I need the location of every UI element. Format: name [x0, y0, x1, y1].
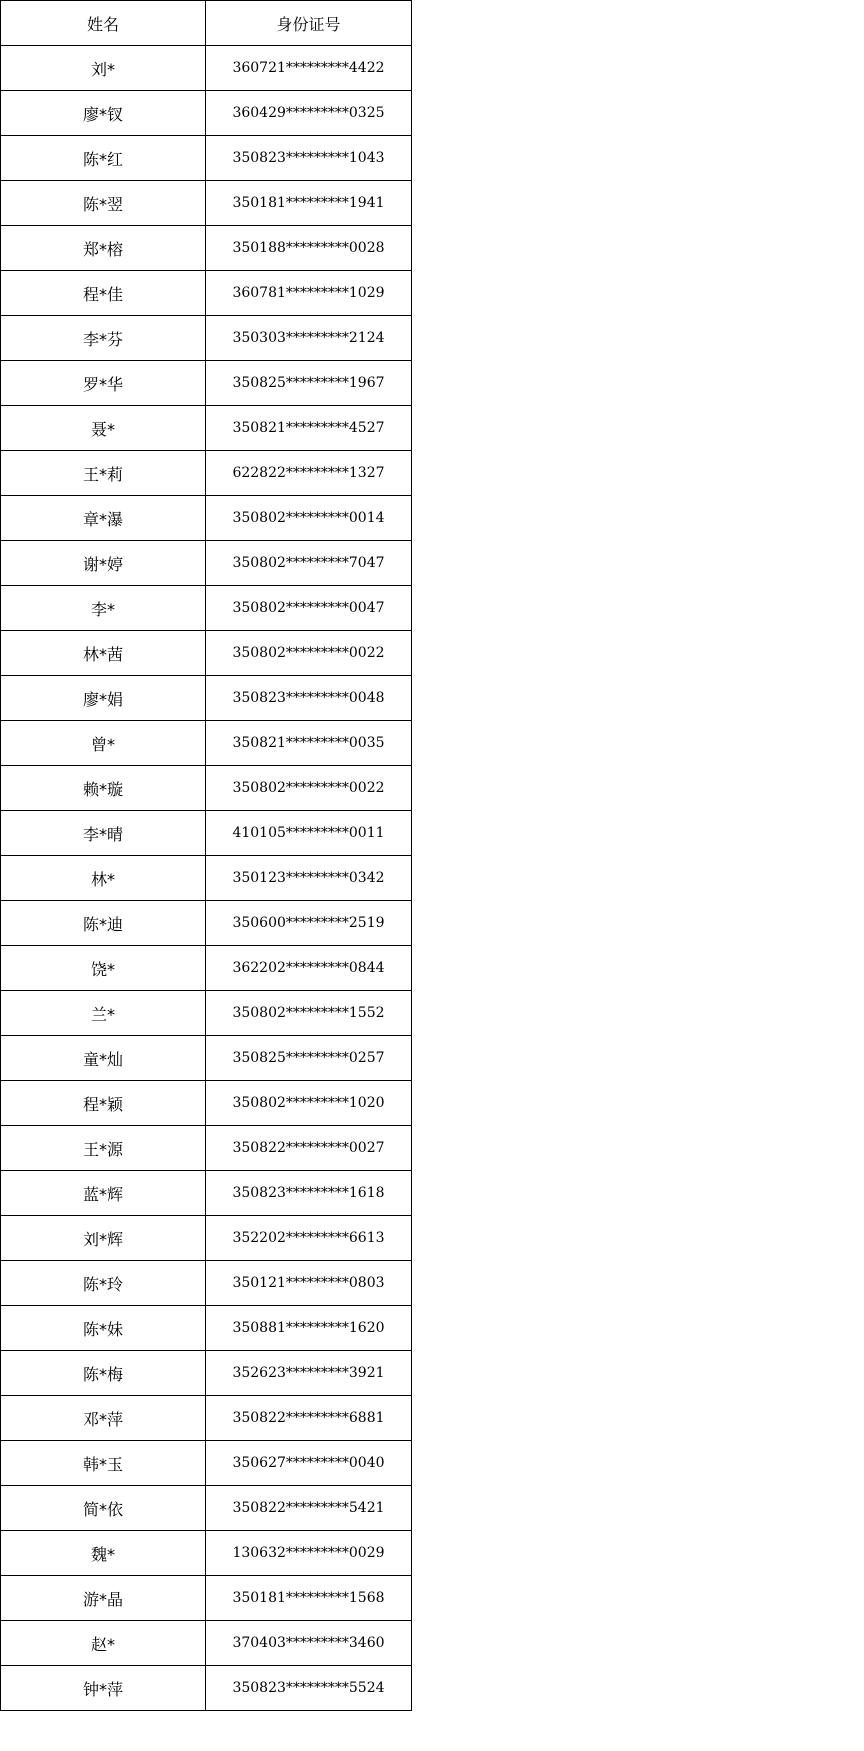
id-number-cell: 350825*********1967: [206, 361, 412, 406]
table-row: [1, 91, 412, 136]
table-row: [1, 1666, 412, 1711]
id-number-cell: 350822*********0027: [206, 1126, 412, 1171]
table-row: [1, 991, 412, 1036]
table-row: [1, 136, 412, 181]
name-cell: 陈*玲: [1, 1261, 206, 1306]
id-number-cell: 350823*********0048: [206, 676, 412, 721]
id-number-cell: 370403*********3460: [206, 1621, 412, 1666]
id-number-cell: 350181*********1568: [206, 1576, 412, 1621]
id-number-cell: 350822*********5421: [206, 1486, 412, 1531]
id-number-cell: 360721*********4422: [206, 46, 412, 91]
id-number-cell: 622822*********1327: [206, 451, 412, 496]
table-row: [1, 1351, 412, 1396]
table-row: [1, 271, 412, 316]
id-number-cell: 352623*********3921: [206, 1351, 412, 1396]
name-cell: 林*: [1, 856, 206, 901]
id-number-cell: 350802*********0022: [206, 631, 412, 676]
id-number-cell: 350821*********0035: [206, 721, 412, 766]
name-cell: 郑*榕: [1, 226, 206, 271]
id-number-cell: 350802*********1552: [206, 991, 412, 1036]
name-cell: 刘*: [1, 46, 206, 91]
id-number-cell: 350121*********0803: [206, 1261, 412, 1306]
name-cell: 李*: [1, 586, 206, 631]
roster-table: [0, 0, 412, 1711]
table-row: [1, 361, 412, 406]
name-cell: 赖*璇: [1, 766, 206, 811]
table-row: [1, 901, 412, 946]
table-row: [1, 766, 412, 811]
table-row: [1, 451, 412, 496]
name-cell: 廖*钗: [1, 91, 206, 136]
id-number-cell: 350823*********1043: [206, 136, 412, 181]
table-row: [1, 496, 412, 541]
table-row: [1, 541, 412, 586]
table-row: [1, 1036, 412, 1081]
id-number-cell: 360429*********0325: [206, 91, 412, 136]
name-cell: 刘*辉: [1, 1216, 206, 1261]
id-number-cell: 350802*********0022: [206, 766, 412, 811]
id-number-cell: 350188*********0028: [206, 226, 412, 271]
name-cell: 聂*: [1, 406, 206, 451]
name-cell: 林*茜: [1, 631, 206, 676]
id-number-cell: 130632*********0029: [206, 1531, 412, 1576]
table-row: [1, 1306, 412, 1351]
name-cell: 王*源: [1, 1126, 206, 1171]
id-number-cell: 350600*********2519: [206, 901, 412, 946]
table-row: [1, 676, 412, 721]
table-row: [1, 1171, 412, 1216]
id-number-cell: 360781*********1029: [206, 271, 412, 316]
table-row: [1, 856, 412, 901]
table-row: [1, 1261, 412, 1306]
header-row: [1, 1, 412, 46]
id-number-cell: 350881*********1620: [206, 1306, 412, 1351]
column-header-id-number: 身份证号: [206, 1, 412, 46]
table-row: [1, 226, 412, 271]
name-cell: 赵*: [1, 1621, 206, 1666]
table-row: [1, 721, 412, 766]
name-cell: 陈*翌: [1, 181, 206, 226]
table-row: [1, 406, 412, 451]
table-body: [1, 46, 412, 1711]
table-row: [1, 946, 412, 991]
table-row: [1, 1396, 412, 1441]
id-number-cell: 352202*********6613: [206, 1216, 412, 1261]
name-cell: 谢*婷: [1, 541, 206, 586]
table-row: [1, 46, 412, 91]
id-number-cell: 350303*********2124: [206, 316, 412, 361]
table-row: [1, 1126, 412, 1171]
name-cell: 陈*妹: [1, 1306, 206, 1351]
id-number-cell: 350802*********0047: [206, 586, 412, 631]
name-cell: 廖*娟: [1, 676, 206, 721]
table-row: [1, 1441, 412, 1486]
table-row: [1, 1531, 412, 1576]
name-cell: 王*莉: [1, 451, 206, 496]
table-row: [1, 1576, 412, 1621]
column-header-name: 姓名: [1, 1, 206, 46]
id-number-cell: 350823*********5524: [206, 1666, 412, 1711]
name-cell: 魏*: [1, 1531, 206, 1576]
id-number-cell: 350123*********0342: [206, 856, 412, 901]
id-number-cell: 350823*********1618: [206, 1171, 412, 1216]
name-cell: 简*依: [1, 1486, 206, 1531]
name-cell: 程*佳: [1, 271, 206, 316]
table-row: [1, 1216, 412, 1261]
id-number-cell: 350802*********1020: [206, 1081, 412, 1126]
id-number-cell: 350822*********6881: [206, 1396, 412, 1441]
id-number-cell: 350627*********0040: [206, 1441, 412, 1486]
name-cell: 韩*玉: [1, 1441, 206, 1486]
id-number-cell: 350802*********7047: [206, 541, 412, 586]
name-cell: 饶*: [1, 946, 206, 991]
name-cell: 程*颖: [1, 1081, 206, 1126]
table-row: [1, 631, 412, 676]
id-number-cell: 410105*********0011: [206, 811, 412, 856]
table-row: [1, 1621, 412, 1666]
name-cell: 罗*华: [1, 361, 206, 406]
id-number-cell: 350181*********1941: [206, 181, 412, 226]
id-number-cell: 350821*********4527: [206, 406, 412, 451]
name-cell: 陈*红: [1, 136, 206, 181]
name-cell: 李*晴: [1, 811, 206, 856]
table-row: [1, 181, 412, 226]
name-cell: 邓*萍: [1, 1396, 206, 1441]
id-number-cell: 350802*********0014: [206, 496, 412, 541]
id-number-cell: 350825*********0257: [206, 1036, 412, 1081]
table-row: [1, 1081, 412, 1126]
name-cell: 钟*萍: [1, 1666, 206, 1711]
name-cell: 兰*: [1, 991, 206, 1036]
id-number-cell: 362202*********0844: [206, 946, 412, 991]
name-cell: 陈*梅: [1, 1351, 206, 1396]
table-row: [1, 586, 412, 631]
name-cell: 童*灿: [1, 1036, 206, 1081]
name-cell: 陈*迪: [1, 901, 206, 946]
name-cell: 游*晶: [1, 1576, 206, 1621]
table-row: [1, 1486, 412, 1531]
name-cell: 蓝*辉: [1, 1171, 206, 1216]
name-cell: 曾*: [1, 721, 206, 766]
table-row: [1, 316, 412, 361]
name-cell: 章*瀑: [1, 496, 206, 541]
table-row: [1, 811, 412, 856]
name-cell: 李*芬: [1, 316, 206, 361]
